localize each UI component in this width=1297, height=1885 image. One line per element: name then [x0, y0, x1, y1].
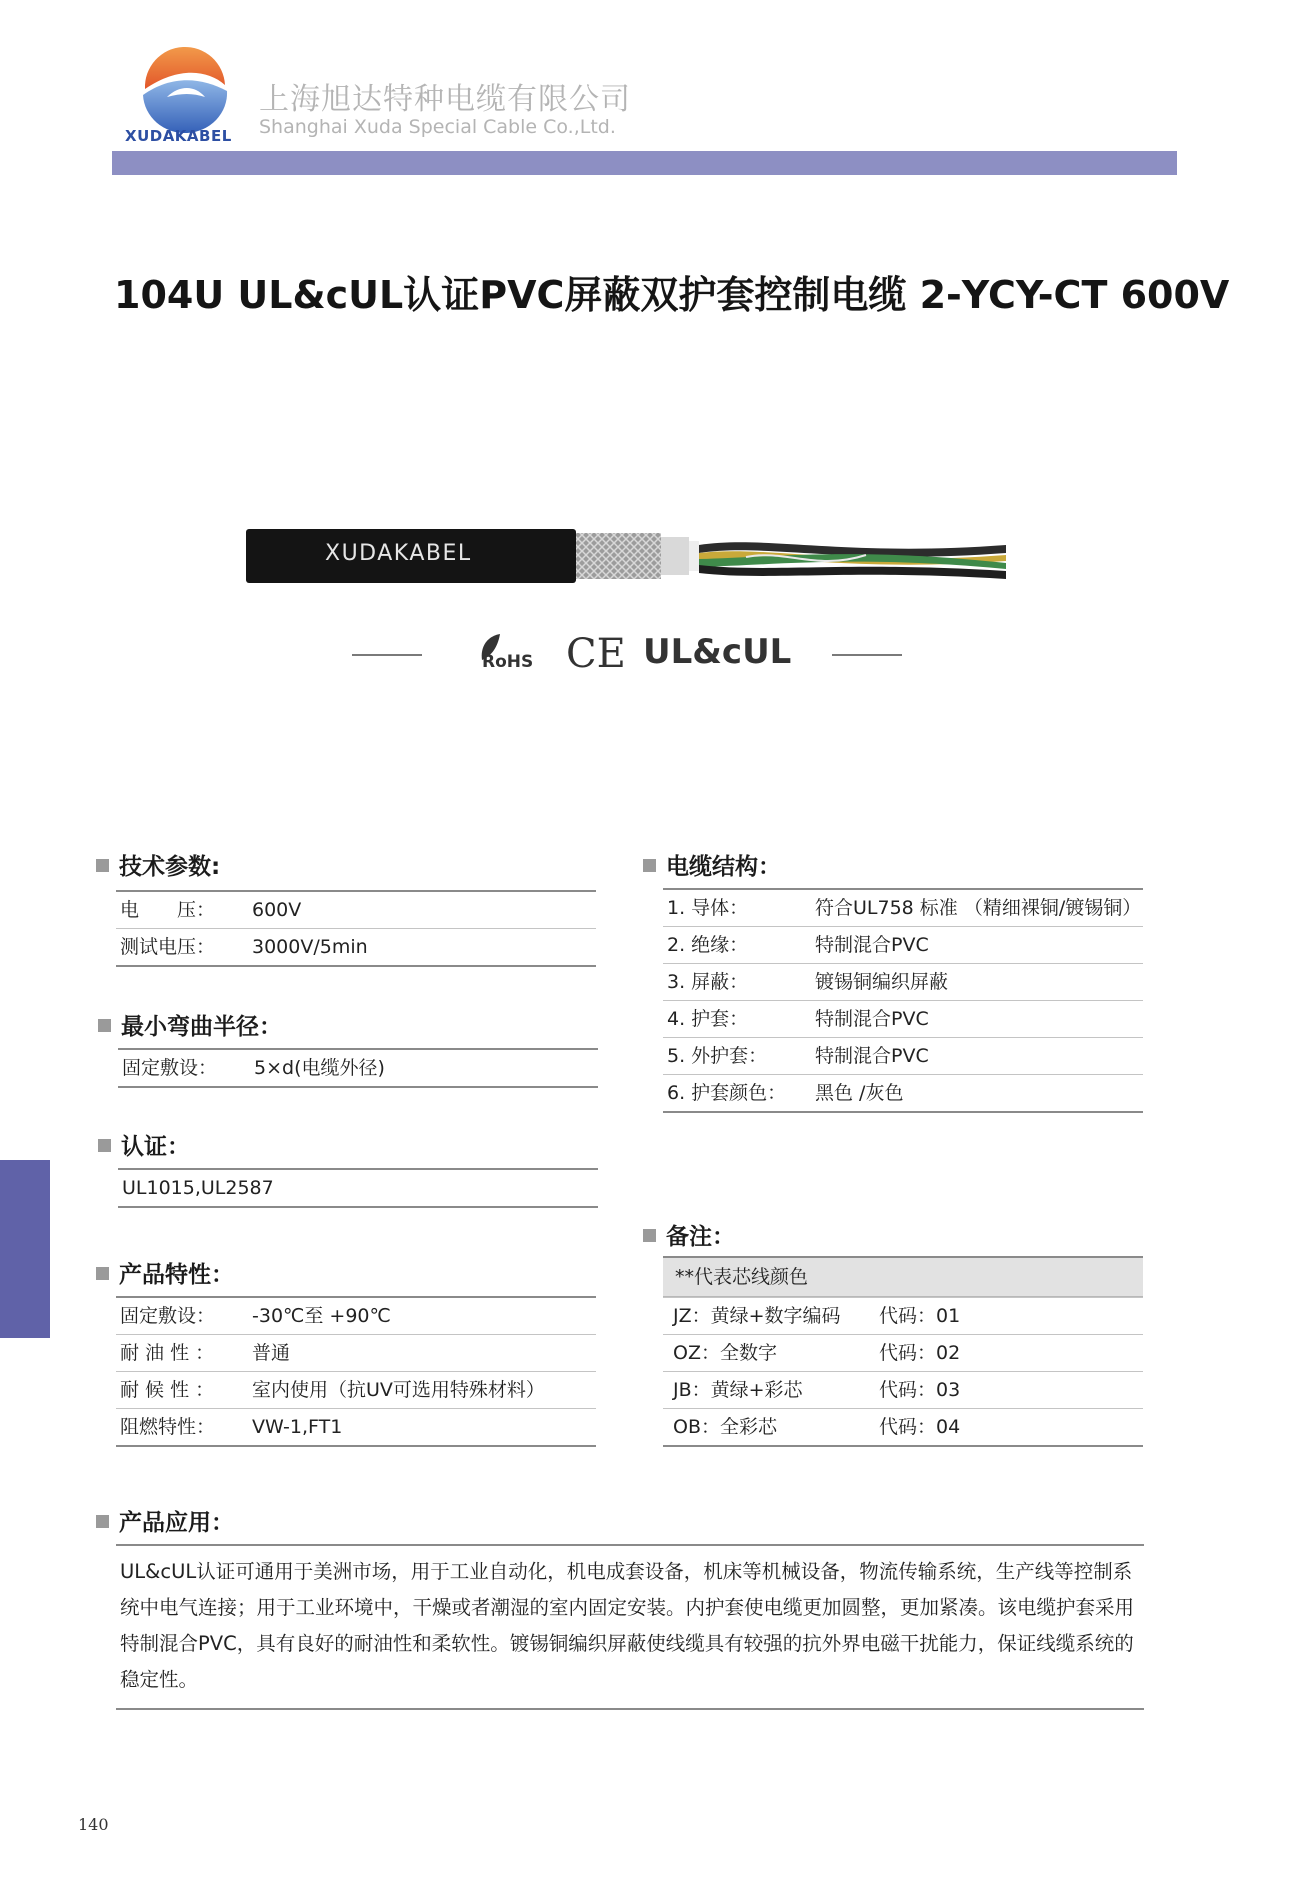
table-row: 固定敷设： -30℃至 +90℃ — [120, 1305, 391, 1327]
table-row: OB：全彩芯 代码：04 — [663, 1408, 1143, 1445]
bullet-square-icon — [96, 859, 109, 872]
notes-subheading: **代表芯线颜色 — [663, 1258, 1143, 1297]
bullet-square-icon — [96, 1515, 109, 1528]
cable-print-text: XUDAKABEL — [325, 541, 472, 566]
table-row: JZ：黄绿+数字编码 代码：01 — [663, 1297, 1143, 1334]
table-row: 电 压： 600V — [120, 899, 302, 921]
bullet-square-icon — [643, 1229, 656, 1242]
table-row: 2. 绝缘： 特制混合PVC — [663, 926, 1143, 963]
certification-table — [118, 1168, 598, 1208]
table-row: OZ：全数字 代码：02 — [663, 1334, 1143, 1371]
table-row: 3. 屏蔽： 镀锡铜编织屏蔽 — [663, 963, 1143, 1000]
bend-radius-heading: 最小弯曲半径： — [98, 1008, 282, 1041]
bullet-square-icon — [98, 1139, 111, 1152]
table-row: JB：黄绿+彩芯 代码：03 — [663, 1371, 1143, 1408]
notes-heading: 备注： — [643, 1218, 735, 1251]
bend-radius-table — [118, 1048, 598, 1088]
cert-divider-right — [832, 654, 902, 656]
company-name-cn: 上海旭达特种电缆有限公司 — [259, 82, 631, 117]
ul-cul-mark: UL&cUL — [643, 632, 792, 672]
page-title: 104U UL&cUL认证PVC屏蔽双护套控制电缆 2-YCY-CT 600V — [114, 273, 1230, 317]
table-row: 1. 导体： 符合UL758 标准 （精细裸铜/镀锡铜） — [667, 897, 1142, 919]
table-row: UL1015,UL2587 — [122, 1177, 274, 1199]
bullet-square-icon — [96, 1267, 109, 1280]
bullet-square-icon — [643, 859, 656, 872]
company-name-en: Shanghai Xuda Special Cable Co.,Ltd. — [259, 116, 616, 138]
rohs-label: RoHS — [482, 652, 534, 672]
header-bar — [112, 151, 1177, 175]
notes-table — [663, 1256, 1143, 1447]
table-row: 6. 护套颜色： 黑色 /灰色 — [663, 1074, 1143, 1111]
application-box — [116, 1544, 1144, 1710]
tech-params-table — [116, 890, 596, 967]
table-row: 阻燃特性： VW-1,FT1 — [116, 1408, 596, 1445]
application-heading: 产品应用： — [96, 1504, 234, 1537]
table-row: 测试电压： 3000V/5min — [116, 928, 596, 965]
logo-wordmark: XUDAKABEL — [125, 127, 232, 145]
certification-heading: 认证： — [98, 1128, 190, 1161]
tech-params-heading: 技术参数: — [96, 848, 220, 881]
cable-structure-table — [663, 888, 1143, 1113]
table-row: 耐 油 性 ： 普通 — [116, 1334, 596, 1371]
page-number: 140 — [78, 1815, 109, 1834]
application-text: UL&cUL认证可通用于美洲市场，用于工业自动化，机电成套设备，机床等机械设备，物流传输系统，生产线等控制系统中电气连接；用于工业环境中，干燥或者潮湿的室内固定安装。内护套使电缆更加圆整，更加紧凑。该电缆护套采用特制混合PVC，具有良好的耐油性和柔软性。镀锡铜编织屏蔽使线缆具有较强的抗外界电磁干扰能力，保证线缆系统的稳定性。 — [120, 1560, 1135, 1691]
ce-mark: CE — [566, 631, 626, 677]
features-table — [116, 1296, 596, 1447]
table-row: 固定敷设： 5×d(电缆外径) — [122, 1057, 385, 1079]
table-row: 5. 外护套： 特制混合PVC — [663, 1037, 1143, 1074]
table-row: 耐 候 性 ： 室内使用（抗UV可选用特殊材料） — [116, 1371, 596, 1408]
company-logo-icon — [137, 45, 233, 135]
features-heading: 产品特性： — [96, 1256, 234, 1289]
table-row: 4. 护套： 特制混合PVC — [663, 1000, 1143, 1037]
side-tab — [0, 1160, 50, 1338]
cable-structure-heading: 电缆结构： — [643, 848, 781, 881]
bullet-square-icon — [98, 1019, 111, 1032]
cert-divider-left — [352, 654, 422, 656]
